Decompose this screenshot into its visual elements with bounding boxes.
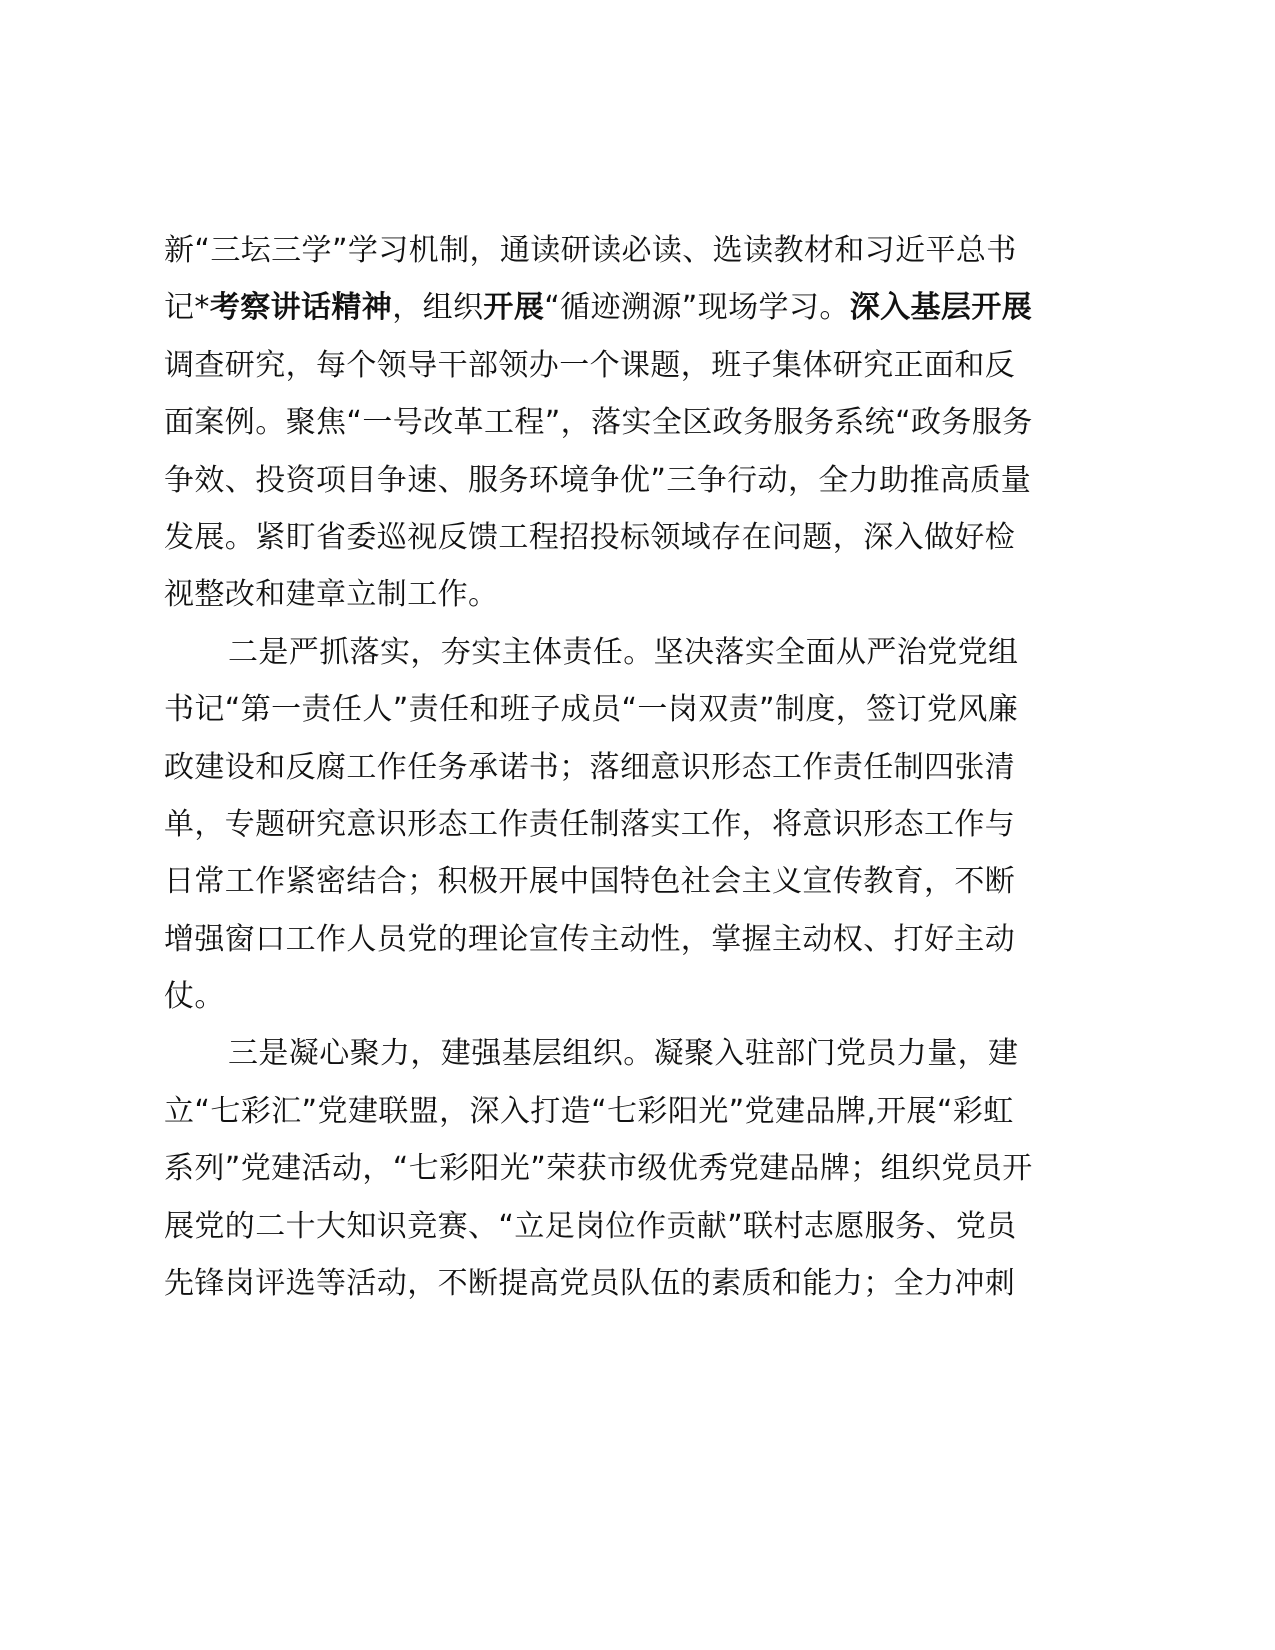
text-line (164, 681, 1110, 738)
paragraph-point-three (164, 1025, 1110, 1312)
text-run: 展党的二十大知识竞赛、“立足岗位作贡献”联村志愿服务、党员 (164, 1208, 1017, 1244)
text-line (164, 911, 1110, 968)
text-line (164, 853, 1110, 910)
text-run: ，组织 (392, 290, 484, 326)
text-line (164, 739, 1110, 796)
text-run: 日常工作紧密结合；积极开展中国特色社会主义宣传教育，不断 (164, 864, 1016, 900)
text-line (164, 1140, 1110, 1197)
text-line (164, 1083, 1110, 1140)
text-run: 争效、投资项目争速、服务环境争优”三争行动，全力助推高质量 (164, 462, 1032, 498)
text-line (164, 624, 1110, 681)
text-run: 发展。紧盯省委巡视反馈工程招投标领域存在问题，深入做好检 (164, 519, 1016, 555)
paragraph-continuation (164, 222, 1110, 624)
text-run: 记* (164, 290, 210, 326)
text-run: 书记“第一责任人”责任和班子成员“一岗双责”制度，签订党风廉 (164, 692, 1019, 728)
text-line (164, 1198, 1110, 1255)
text-line (164, 452, 1110, 509)
text-run: 增强窗口工作人员党的理论宣传主动性，掌握主动权、打好主动 (164, 921, 1016, 957)
text-line (164, 1255, 1110, 1312)
text-run: 政建设和反腐工作任务承诺书；落细意识形态工作责任制四张清 (164, 749, 1016, 785)
text-run: 三是凝心聚力，建强基层组织。凝聚入驻部门党员力量，建 (228, 1036, 1019, 1072)
text-run: 立“七彩汇”党建联盟，深入打造“七彩阳光”党建品牌,开展“彩虹 (164, 1093, 1014, 1129)
text-run: 调查研究，每个领导干部领办一个课题，班子集体研究正面和反 (164, 347, 1016, 383)
text-run: 单，专题研究意识形态工作责任制落实工作，将意识形态工作与 (164, 806, 1016, 842)
body-text (164, 222, 1110, 1312)
text-run: “循迹溯源”现场学习。 (544, 290, 850, 326)
text-line (164, 279, 1110, 336)
text-line (164, 394, 1110, 451)
bold-text-run: 开展 (483, 290, 545, 326)
text-run: 先锋岗评选等活动，不断提高党员队伍的素质和能力；全力冲刺 (164, 1266, 1016, 1302)
text-line (164, 796, 1110, 853)
text-line (164, 1025, 1110, 1082)
text-line (164, 566, 1110, 623)
text-run: 新“三坛三学”学习机制，通读研读必读、选读教材和习近平总书 (164, 233, 1017, 268)
text-line (164, 509, 1110, 566)
paragraph-point-two (164, 624, 1110, 1026)
text-run: 面案例。聚焦“一号改革工程”，落实全区政务服务系统“政务服务 (164, 405, 1033, 441)
text-run: 二是严抓落实，夯实主体责任。坚决落实全面从严治党党组 (228, 634, 1019, 670)
bold-text-run: 考察讲话精神 (209, 290, 393, 326)
text-run: 视整改和建章立制工作。 (164, 577, 499, 613)
text-run: 系列”党建活动，“七彩阳光”荣获市级优秀党建品牌；组织党员开 (164, 1151, 1033, 1187)
text-run: 仗。 (164, 979, 225, 1015)
text-line (164, 222, 1110, 279)
bold-text-run: 深入基层开展 (849, 290, 1033, 326)
text-line (164, 968, 1110, 1025)
text-line (164, 337, 1110, 394)
